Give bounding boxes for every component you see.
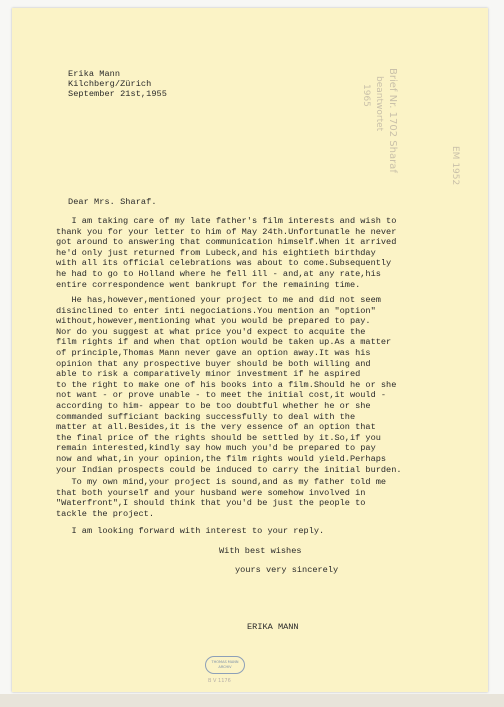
text-line: that both yourself and your husband were somehow involved in (56, 487, 366, 498)
sender-name: Erika Mann (68, 69, 121, 79)
pencil-note: beantwortet (374, 76, 384, 132)
letter-date: September 21st,1955 (68, 89, 167, 99)
text-line: got around to answering that communication himself.When it arrived (56, 237, 397, 248)
text-line: remain interested,kindly say how much you'd be prepared to pay (56, 443, 376, 454)
text-line: disinclined to enter inti negociations.You mention an "option" (56, 305, 376, 316)
text-line: Nor do you suggest at what price you'd expect to acquite the (56, 326, 366, 337)
text-line: now and what,in your opinion,the film rights would yield.Perhaps (56, 453, 387, 464)
text-line: thank you for your letter to him of May 24th.Unfortunatle he never (56, 226, 397, 237)
stamp-line: THOMAS MANN (211, 660, 239, 664)
sender-location: Kilchberg/Zürich (68, 79, 152, 89)
text-line: To my own mind,your project is sound,and as my father told me (56, 477, 387, 487)
archive-stamp (205, 656, 245, 674)
text-line: he'd only just returned from Lubeck,and his eightieth birthday (56, 247, 376, 258)
text-line: of principle,Thomas Mann never gave an option away.It was his (56, 347, 371, 358)
text-line: not want - or prove unable - to meet the initial cost,it would - (56, 390, 387, 401)
letter-page (12, 8, 488, 692)
paragraph-3 (56, 477, 476, 519)
closing-wishes: With best wishes (219, 546, 302, 556)
closing-sincerely: yours very sincerely (235, 565, 339, 575)
pencil-note: Brief Nr. 1702 Sharaf (387, 68, 398, 173)
text-line: I am taking care of my late father's film interests and wish to (56, 216, 397, 226)
text-line: entire correspondence went bankrupt for the remaining time. (56, 279, 361, 290)
text-line: with all its official celebrations was about to come.Subsequently (56, 258, 392, 269)
text-line: tackle the project. (56, 508, 154, 519)
signature: ERIKA MANN (247, 622, 299, 632)
text-line: the final price of the rights should be settled by it.So,if you (56, 432, 381, 443)
text-line: he had to go to Holland where he fell ill - and,at any rate,his (56, 268, 381, 279)
paragraph-1 (56, 216, 476, 290)
text-line: able to risk a comparatively minor investment if he aspired (56, 369, 361, 380)
text-line: commanded sufficiant backing successfully to deal with the (56, 411, 356, 422)
text-line: "Waterfront",I should think that you'd be just the people to (56, 498, 366, 509)
text-line: film rights if and when that option would be taken up.As a matter (56, 337, 392, 348)
text-line: your Indian prospects could be induced to carry the initial burden. (56, 464, 402, 475)
text-line: without,however,mentioning what you would be prepared to pay. (56, 316, 371, 327)
text-line: He has,however,mentioned your project to me and did not seem (56, 295, 381, 305)
paragraph-4 (56, 526, 476, 537)
archive-number: B V 1176 (208, 678, 231, 684)
text-line: to the right to make one of his books into a film.Should he or she (56, 379, 397, 390)
scan-bottom-edge (0, 694, 504, 707)
text-line: opinion that any prospective buyer should be both willing and (56, 358, 371, 369)
text-line: according to him- appear to be too doubtful whether he or she (56, 400, 371, 411)
salutation: Dear Mrs. Sharaf. (68, 197, 157, 207)
stamp-line: ARCHIV (218, 665, 232, 669)
pencil-note: EM 1952 (450, 146, 460, 186)
text-line: matter at all.Besides,it is the very essence of an option that (56, 422, 376, 433)
text-line: I am looking forward with interest to your reply. (56, 526, 325, 536)
pencil-note: 1965 (361, 84, 371, 107)
paragraph-2 (56, 295, 476, 475)
